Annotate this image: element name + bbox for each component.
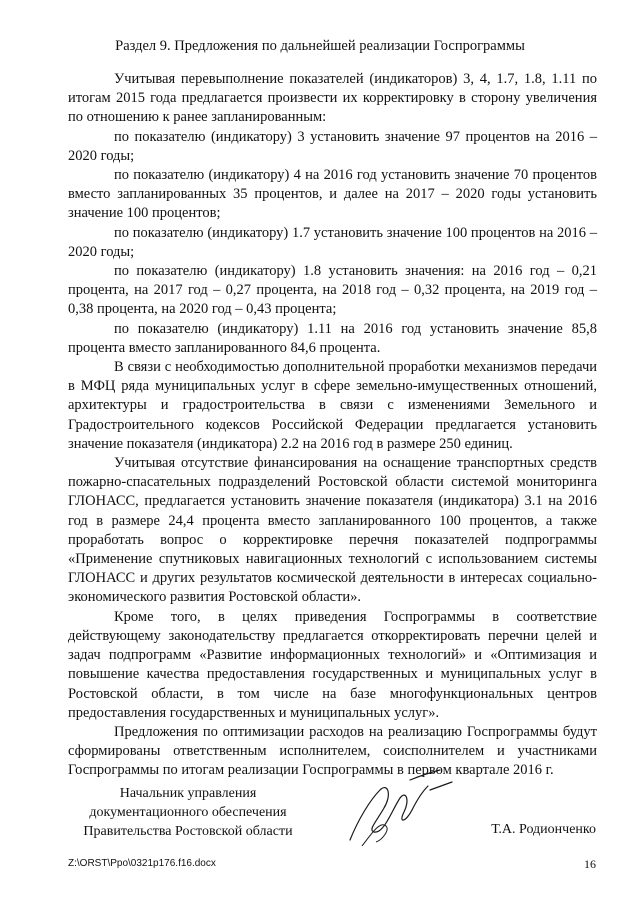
paragraph-intro: Учитывая перевыполнение показателей (индикаторов) 3, 4, 1.7, 1.8, 1.11 по итогам 2015 года предлагается произвести их корректировку в сторону увеличения по отношению к ранее запланированным:: [68, 71, 597, 126]
page-number: 16: [584, 857, 596, 871]
paragraph-indicator-4: по показателю (индикатору) 4 на 2016 год установить значение 70 процентов вместо запланированных 35 процентов, и далее на 2017 – 2020 годы установить значение 100 процентов;: [68, 167, 597, 222]
paragraph-mfc: В связи с необходимостью дополнительной проработки механизмов передачи в МФЦ ряда муниципальных услуг в сфере земельно-имущественных отношений, архитектуры и градостроительства в связи с изменениями Земельного и Градостроительного кодексов Российской Федерации предлагается установить значение показателя (индикатора) 2.2 на 2016 год в размере 250 единиц.: [68, 359, 597, 452]
position-line-3: Правительства Ростовской области: [83, 824, 293, 839]
footer-file-path: Z:\ORST\Ppo\0321p176.f16.docx: [68, 858, 216, 869]
paragraph-indicator-3: по показателю (индикатору) 3 установить значение 97 процентов на 2016 – 2020 годы;: [68, 128, 597, 164]
position-line-2: документационного обеспечения: [89, 805, 287, 820]
paragraph-glonass: Учитывая отсутствие финансирования на оснащение транспортных средств пожарно-спасательных подразделений Ростовской области системой мониторинга ГЛОНАСС, предлагается установить значение показателя (индикатора) 3.1 на 2016 год в размере 24,4 процента вместо запланированного 100 процентов, а также проработать вопрос о корректировке перечня показателей подпрограммы «Применение спутниковых навигационных технологий с использованием системы ГЛОНАСС и других результатов космической деятельности в интересах социально-экономического развития Ростовской области».: [68, 455, 597, 606]
document-body: [68, 70, 597, 781]
signatory-name: Т.А. Родионченко: [491, 822, 596, 837]
signatory-position: [68, 784, 308, 841]
section-title: Раздел 9. Предложения по дальнейшей реализации Госпрограммы: [115, 38, 525, 54]
paragraph-optimization: Предложения по оптимизации расходов на реализацию Госпрограммы будут сформированы ответственным исполнителем, соисполнителем и участниками Госпрограммы по итогам реализации Госпрограммы в первом квартале 2016 г.: [68, 723, 597, 779]
paragraph-indicator-1-8: по показателю (индикатору) 1.8 установить значения: на 2016 год – 0,21 процента, на 2017 год – 0,27 процента, на 2018 год – 0,32 процента, на 2019 год – 0,38 процента, на 2020 год – 0,43 процента;: [68, 263, 597, 318]
position-line-1: Начальник управления: [119, 786, 257, 801]
paragraph-indicator-1-11: по показателю (индикатору) 1.11 на 2016 год установить значение 85,8 процента вместо запланированного 84,6 процента.: [68, 320, 597, 356]
handwritten-signature: [340, 760, 460, 850]
paragraph-subprograms: Кроме того, в целях приведения Госпрограммы в соответствие действующему законодательству предлагается откорректировать перечни целей и задач подпрограмм «Развитие информационных технологий» и «Оптимизация и повышение качества предоставления государственных и муниципальных услуг в Ростовской области, в том числе на базе многофункциональных центров предоставления государственных и муниципальных услуг».: [68, 608, 597, 721]
paragraph-indicator-1-7: по показателю (индикатору) 1.7 установить значение 100 процентов на 2016 – 2020 годы;: [68, 224, 597, 260]
